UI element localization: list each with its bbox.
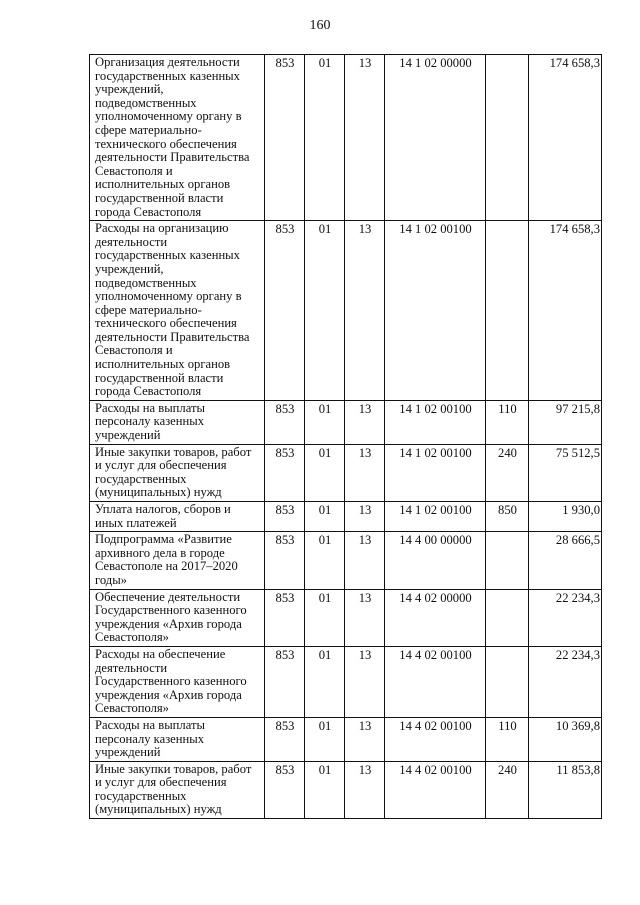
expense-type-cell <box>486 532 529 589</box>
amount-cell: 174 658,3 <box>529 221 602 401</box>
target-article-cell: 14 1 02 00100 <box>385 400 486 444</box>
amount-cell: 1 930,0 <box>529 502 602 532</box>
subsection-code-cell: 13 <box>345 646 385 717</box>
expense-type-cell <box>486 589 529 646</box>
table-row <box>90 502 602 532</box>
row-name-cell: Уплата налогов, сборов и иных платежей <box>90 502 265 532</box>
subsection-code-cell: 13 <box>345 532 385 589</box>
amount-cell: 10 369,8 <box>529 717 602 761</box>
amount-cell: 75 512,5 <box>529 444 602 501</box>
amount-cell: 28 666,5 <box>529 532 602 589</box>
expense-type-cell: 110 <box>486 400 529 444</box>
target-article-cell: 14 4 02 00100 <box>385 717 486 761</box>
table-row <box>90 532 602 589</box>
amount-cell: 22 234,3 <box>529 589 602 646</box>
target-article-cell: 14 1 02 00100 <box>385 502 486 532</box>
table-body <box>90 55 602 819</box>
subsection-code-cell: 13 <box>345 55 385 221</box>
expense-type-cell: 240 <box>486 761 529 818</box>
row-name-cell: Обеспечение деятельности Государственного казенного учреждения «Архив города Севастополя» <box>90 589 265 646</box>
section-code-cell: 01 <box>305 717 345 761</box>
row-name-cell: Иные закупки товаров, работ и услуг для обеспечения государственных (муниципальных) нужд <box>90 761 265 818</box>
ministry-code-cell: 853 <box>265 717 305 761</box>
row-name-cell: Организация деятельности государственных казенных учреждений, подведомственных уполномоченному органу в сфере материально-технического обеспечения деятельности Правительства Севастополя и исполнительных органов государственной власти города Севастополя <box>90 55 265 221</box>
table-row <box>90 761 602 818</box>
section-code-cell: 01 <box>305 532 345 589</box>
table-row <box>90 400 602 444</box>
amount-cell: 11 853,8 <box>529 761 602 818</box>
ministry-code-cell: 853 <box>265 646 305 717</box>
target-article-cell: 14 1 02 00100 <box>385 221 486 401</box>
expense-type-cell <box>486 221 529 401</box>
section-code-cell: 01 <box>305 502 345 532</box>
table-row <box>90 221 602 401</box>
subsection-code-cell: 13 <box>345 400 385 444</box>
section-code-cell: 01 <box>305 761 345 818</box>
expense-type-cell: 240 <box>486 444 529 501</box>
expense-type-cell: 110 <box>486 717 529 761</box>
expense-type-cell: 850 <box>486 502 529 532</box>
subsection-code-cell: 13 <box>345 761 385 818</box>
section-code-cell: 01 <box>305 589 345 646</box>
subsection-code-cell: 13 <box>345 221 385 401</box>
ministry-code-cell: 853 <box>265 444 305 501</box>
target-article-cell: 14 4 02 00100 <box>385 761 486 818</box>
row-name-cell: Расходы на выплаты персоналу казенных учреждений <box>90 400 265 444</box>
expense-type-cell <box>486 55 529 221</box>
ministry-code-cell: 853 <box>265 400 305 444</box>
subsection-code-cell: 13 <box>345 444 385 501</box>
amount-cell: 22 234,3 <box>529 646 602 717</box>
ministry-code-cell: 853 <box>265 221 305 401</box>
row-name-cell: Расходы на обеспечение деятельности Государственного казенного учреждения «Архив города Севастополя» <box>90 646 265 717</box>
row-name-cell: Расходы на организацию деятельности государственных казенных учреждений, подведомственных уполномоченному органу в сфере материально-технического обеспечения деятельности Правительства Севастополя и исполнительных органов государственной власти города Севастополя <box>90 221 265 401</box>
row-name-cell: Подпрограмма «Развитие архивного дела в городе Севастополе на 2017–2020 годы» <box>90 532 265 589</box>
ministry-code-cell: 853 <box>265 502 305 532</box>
subsection-code-cell: 13 <box>345 502 385 532</box>
section-code-cell: 01 <box>305 444 345 501</box>
section-code-cell: 01 <box>305 55 345 221</box>
section-code-cell: 01 <box>305 221 345 401</box>
ministry-code-cell: 853 <box>265 532 305 589</box>
section-code-cell: 01 <box>305 400 345 444</box>
amount-cell: 174 658,3 <box>529 55 602 221</box>
target-article-cell: 14 4 02 00000 <box>385 589 486 646</box>
table-row <box>90 589 602 646</box>
table-row <box>90 717 602 761</box>
row-name-cell: Расходы на выплаты персоналу казенных учреждений <box>90 717 265 761</box>
ministry-code-cell: 853 <box>265 761 305 818</box>
section-code-cell: 01 <box>305 646 345 717</box>
target-article-cell: 14 1 02 00000 <box>385 55 486 221</box>
budget-table <box>89 54 602 819</box>
table-row <box>90 646 602 717</box>
expense-type-cell <box>486 646 529 717</box>
row-name-cell: Иные закупки товаров, работ и услуг для обеспечения государственных (муниципальных) нужд <box>90 444 265 501</box>
subsection-code-cell: 13 <box>345 589 385 646</box>
subsection-code-cell: 13 <box>345 717 385 761</box>
ministry-code-cell: 853 <box>265 55 305 221</box>
page-number: 160 <box>309 18 331 33</box>
amount-cell: 97 215,8 <box>529 400 602 444</box>
target-article-cell: 14 1 02 00100 <box>385 444 486 501</box>
target-article-cell: 14 4 02 00100 <box>385 646 486 717</box>
table-row <box>90 444 602 501</box>
target-article-cell: 14 4 00 00000 <box>385 532 486 589</box>
ministry-code-cell: 853 <box>265 589 305 646</box>
table-row <box>90 55 602 221</box>
